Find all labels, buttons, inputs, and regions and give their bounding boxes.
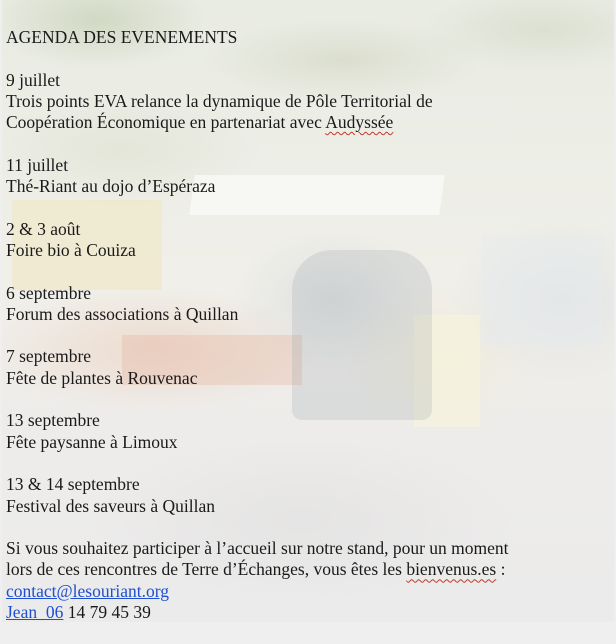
agenda-title: AGENDA DES EVENEMENTS: [6, 27, 238, 47]
contact-email-link[interactable]: contact@lesouriant.org: [6, 580, 170, 601]
event-description: Thé-Riant au dojo d’Espéraza: [6, 176, 216, 197]
event-date: 2 & 3 août: [6, 218, 81, 239]
event-description: Forum des associations à Quillan: [6, 303, 239, 324]
phone-line: [6, 602, 612, 622]
event-description: Fête paysanne à Limoux: [6, 431, 178, 452]
event-date: 7 septembre: [6, 346, 92, 367]
footer-invitation-cont: [6, 559, 612, 580]
event-date: 6 septembre: [6, 282, 92, 303]
footer-prefix: lors de ces rencontres de Terre d’Échanges, vous êtes les: [6, 559, 407, 580]
agenda-text: [6, 27, 612, 622]
event-description-prefix: Coopération Économique en partenariat avec: [6, 112, 326, 133]
phone-contact-name[interactable]: Jean 06: [6, 602, 64, 622]
event-description: Foire bio à Couiza: [6, 239, 136, 260]
footer-invitation: Si vous souhaitez participer à l’accueil sur notre stand, pour un moment: [6, 538, 509, 559]
event-description: Fête de plantes à Rouvenac: [6, 367, 198, 388]
event-date: 9 juillet: [6, 69, 60, 90]
document-page: [2, 0, 614, 622]
event-description: Trois points EVA relance la dynamique de Pôle Territorial de: [6, 90, 433, 111]
partner-name: Audyssée: [325, 112, 394, 133]
event-description-cont: [6, 112, 612, 133]
event-date: 13 & 14 septembre: [6, 474, 140, 495]
event-description: Festival des saveurs à Quillan: [6, 495, 215, 516]
event-date: 11 juillet: [6, 154, 69, 175]
contact-line: [6, 581, 612, 602]
bienvenus-word: bienvenus.es: [406, 559, 497, 580]
phone-number: 14 79 45 39: [63, 602, 151, 622]
event-date: 13 septembre: [6, 410, 100, 431]
footer-suffix: :: [496, 559, 506, 580]
